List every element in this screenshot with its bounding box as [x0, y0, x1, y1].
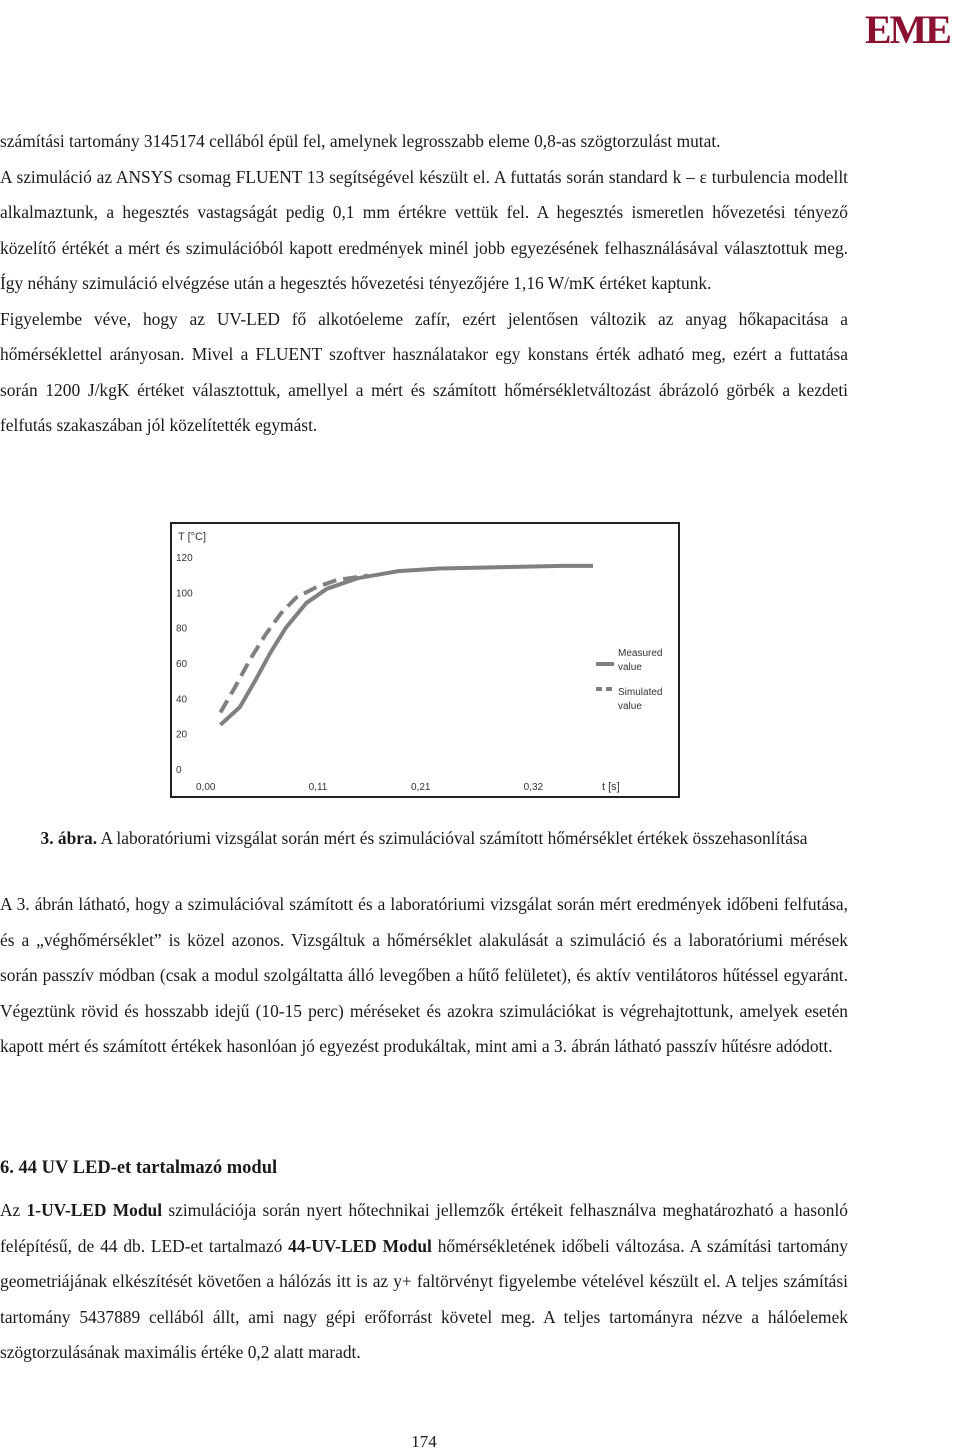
x-tick-label: 0,00 [196, 782, 216, 793]
body-text-bottom [0, 1193, 848, 1371]
y-tick-label: 120 [176, 553, 193, 564]
legend-simulated-label: Simulated [618, 687, 663, 698]
y-tick-label: 0 [176, 765, 182, 776]
y-tick-label: 40 [176, 694, 188, 706]
caption-label: 3. ábra. [40, 828, 98, 848]
simulated-series-line [220, 576, 367, 713]
paragraph: Figyelembe véve, hogy az UV-LED fő alkotóeleme zafír, ezért jelentősen változik az anyag hőkapacitása a hőmérséklettel arányosan. Mivel a FLUENT szoftver használatakor egy konstans érték adható meg, ezért a futtatása során 1200 J/kgK értéket választottuk, amellyel a mért és számított hőmérsékletváltozást ábrázoló görbék a kezdeti felfutás szakaszában jól közelítették egymást. [0, 308, 848, 435]
x-axis-label: t [s] [602, 781, 620, 793]
measured-series-line [220, 566, 593, 725]
x-tick-label: 0,32 [523, 782, 544, 793]
y-tick-label: 20 [176, 729, 188, 741]
figure-caption [0, 826, 848, 850]
x-tick-label: 0,21 [411, 782, 431, 793]
journal-logo: EME [864, 7, 950, 52]
caption-text: A laboratóriumi vizsgálat során mért és szimulációval számított hőmérséklet értékek összehasonlítása [100, 828, 808, 848]
paragraph [0, 1193, 848, 1371]
text-run: szimulációja során nyert hőtechnikai jellemzők értékeit felhasználva meghatározható a hasonló felépítésű, de 44 db. LED-et tartalmazó [0, 1200, 848, 1256]
body-text-middle [0, 887, 848, 1065]
paragraph: számítási tartomány 3145174 cellából épül fel, amelynek legrosszabb eleme 0,8-as szögtorzulást mutat. [0, 131, 721, 151]
legend-measured-label: Measured [618, 648, 663, 659]
chart-svg [172, 524, 678, 796]
legend-simulated-label: value [618, 701, 642, 712]
body-text-top [0, 124, 848, 444]
y-tick-label: 60 [176, 659, 188, 670]
paragraph: A 3. ábrán látható, hogy a szimulációval számított és a laboratóriumi vizsgálat során mért eredmények időbeni felfutása, és a „véghőmérséklet” is közel azonos. Vizsgáltuk a hőmérséklet alakulását a szimuláció és a laboratóriumi mérések során passzív módban (csak a modul szolgáltatta álló levegőben a hűtő felületet), és aktív ventilátoros hűtéssel egyaránt. Végeztünk rövid és hosszabb idejű (10-15 perc) méréseket és azokra szimulációkat is végrehajtottunk, amelyek esetén kapott mért és számított értékek hasonlóan jó egyezést produkáltak, mint ami a 3. ábrán látható passzív hűtésre adódott. [0, 894, 848, 1056]
x-tick-label: 0,11 [308, 782, 328, 793]
paragraph: A szimuláció az ANSYS csomag FLUENT 13 segítségével készült el. A futtatás során standard k – ε turbulencia modellt alkalmaztunk, a hegesztés vastagságát pedig 0,1 mm értékre vettük fel. A hegesztés ismeretlen hővezetési tényező közelítő értékét a mért és szimulációból kapott eredmények minél jobb egyezésének felhasználásával választottuk meg. Így néhány szimuláció elvégzése után a hegesztés hővezetési tényezőjére 1,16 W/mK értéket kaptunk. [0, 166, 848, 293]
page-number: 174 [411, 1432, 437, 1451]
module-name-44: 44-UV-LED Modul [288, 1235, 432, 1256]
module-name-1: 1-UV-LED Modul [26, 1200, 163, 1220]
y-tick-label: 100 [176, 588, 193, 600]
section-heading: 6. 44 UV LED-et tartalmazó modul [0, 1158, 278, 1178]
temperature-chart [170, 522, 680, 798]
legend-measured-label: value [618, 662, 642, 673]
text-run: Az [0, 1200, 27, 1220]
y-axis-label: T [°C] [178, 531, 207, 543]
text-run: hőmérsékletének időbeli változása. A számítási tartomány geometriájának elkészítését követően a hálózás itt is az y+ faltörvényt figyelembe vételével készült el. A teljes számítási tartomány 5437889 cellából állt, ami nagy gépi erőforrást követel meg. A teljes tartományra nézve a hálóelemek szögtorzulásának maximális értéke 0,2 alatt maradt. [0, 1235, 849, 1362]
y-tick-label: 80 [176, 623, 188, 635]
